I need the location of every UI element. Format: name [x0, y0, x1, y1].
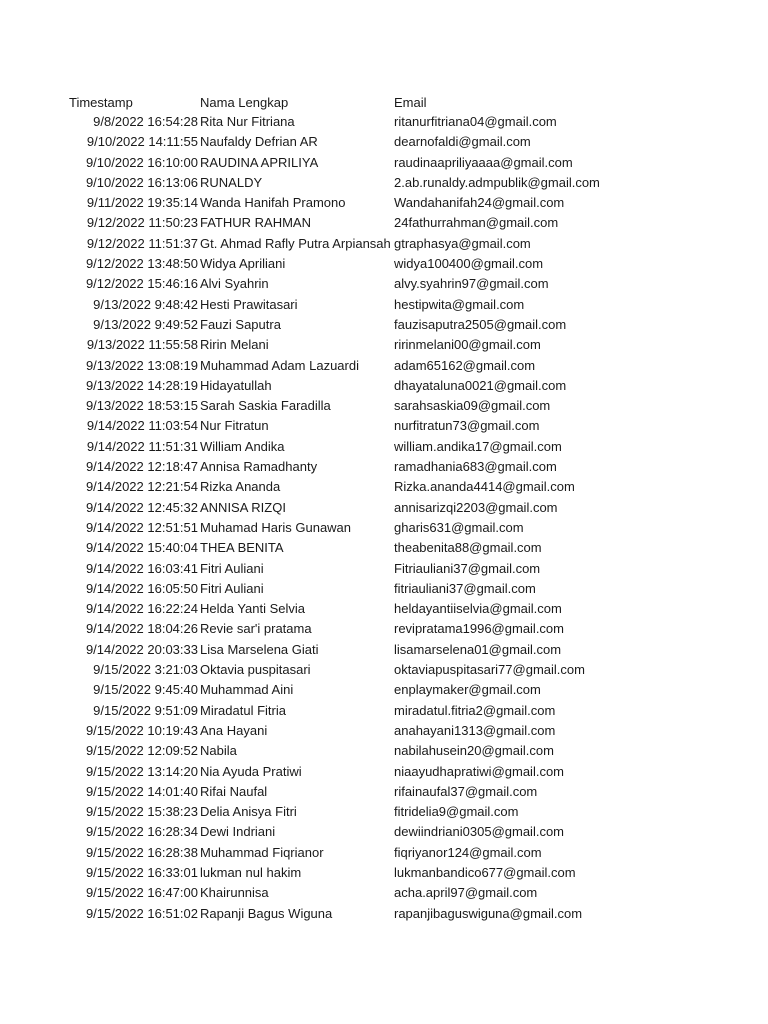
cell-email: sarahsaskia09@gmail.com [394, 398, 551, 414]
table-row [0, 843, 768, 863]
cell-name: Annisa Ramadhanty [200, 459, 318, 475]
cell-email: fiqriyanor124@gmail.com [394, 844, 542, 860]
table-row [0, 193, 768, 213]
cell-name: Sarah Saskia Faradilla [200, 398, 331, 414]
cell-name: Muhammad Aini [200, 682, 294, 698]
header-email: Email [394, 95, 427, 110]
table-row [0, 538, 768, 558]
cell-name: Dewi Indriani [200, 824, 276, 840]
table-row [0, 132, 768, 152]
cell-name: Miradatul Fitria [200, 702, 286, 718]
cell-name: RUNALDY [200, 174, 263, 190]
cell-email: annisarizqi2203@gmail.com [394, 499, 558, 515]
cell-timestamp: 9/14/2022 12:45:32 [85, 499, 198, 515]
cell-name: Rizka Ananda [200, 479, 281, 495]
cell-email: dewiindriani0305@gmail.com [394, 824, 565, 840]
table-row [0, 498, 768, 518]
cell-timestamp: 9/10/2022 16:13:06 [85, 174, 198, 190]
table-row [0, 640, 768, 660]
cell-name: Muhammad Adam Lazuardi [200, 357, 359, 373]
cell-timestamp: 9/14/2022 11:03:54 [86, 418, 198, 434]
cell-name: Fauzi Saputra [200, 316, 281, 332]
cell-name: Fitri Auliani [200, 560, 264, 576]
cell-name: Rapanji Bagus Wiguna [200, 905, 333, 921]
cell-email: oktaviapuspitasari77@gmail.com [394, 662, 585, 678]
cell-timestamp: 9/15/2022 9:51:09 [93, 702, 198, 718]
cell-name: Gt. Ahmad Rafly Putra Arpiansah [200, 235, 391, 251]
cell-name: Ririn Melani [200, 337, 269, 353]
cell-email: Fitriauliani37@gmail.com [394, 560, 541, 576]
cell-timestamp: 9/14/2022 18:04:26 [85, 621, 198, 637]
table-row [0, 802, 768, 822]
table-row [0, 356, 768, 376]
cell-timestamp: 9/14/2022 12:18:47 [85, 459, 198, 475]
cell-timestamp: 9/12/2022 13:48:50 [85, 256, 198, 272]
cell-email: gharis631@gmail.com [394, 519, 524, 535]
cell-name: Ana Hayani [200, 722, 268, 738]
cell-email: rifainaufal37@gmail.com [394, 783, 538, 799]
cell-email: niaayudhapratiwi@gmail.com [394, 763, 564, 779]
cell-email: ramadhania683@gmail.com [394, 459, 557, 475]
cell-email: lisamarselena01@gmail.com [394, 641, 562, 657]
cell-name: Revie sar'i pratama [200, 621, 312, 637]
table-row [0, 234, 768, 254]
cell-email: gtraphasya@gmail.com [394, 235, 531, 251]
cell-name: Lisa Marselena Giati [200, 641, 319, 657]
cell-email: rapanjibaguswiguna@gmail.com [394, 905, 583, 921]
spreadsheet-table [0, 93, 768, 924]
table-row [0, 335, 768, 355]
table-row [0, 518, 768, 538]
cell-email: hestipwita@gmail.com [394, 296, 525, 312]
cell-name: Muhammad Fiqrianor [200, 844, 324, 860]
cell-name: THEA BENITA [200, 540, 284, 556]
cell-timestamp: 9/14/2022 12:21:54 [85, 479, 198, 495]
cell-name: Alvi Syahrin [200, 276, 269, 292]
cell-name: ANNISA RIZQI [200, 499, 286, 515]
cell-timestamp: 9/13/2022 14:28:19 [85, 377, 198, 393]
cell-email: acha.april97@gmail.com [394, 885, 538, 901]
cell-timestamp: 9/15/2022 14:01:40 [85, 783, 198, 799]
cell-email: ritanurfitriana04@gmail.com [394, 114, 557, 129]
cell-timestamp: 9/11/2022 19:35:14 [86, 195, 198, 211]
cell-timestamp: 9/8/2022 16:54:28 [93, 114, 198, 129]
cell-timestamp: 9/12/2022 11:50:23 [86, 215, 198, 231]
table-row [0, 863, 768, 883]
cell-timestamp: 9/15/2022 16:33:01 [85, 864, 198, 880]
table-row [0, 112, 768, 132]
cell-name: Naufaldy Defrian AR [200, 134, 318, 150]
cell-timestamp: 9/15/2022 16:28:38 [85, 844, 198, 860]
table-row [0, 782, 768, 802]
table-row [0, 559, 768, 579]
cell-timestamp: 9/13/2022 11:55:58 [86, 337, 198, 353]
cell-timestamp: 9/14/2022 12:51:51 [85, 519, 198, 535]
cell-name: Hidayatullah [200, 377, 272, 393]
cell-email: fitriauliani37@gmail.com [394, 580, 536, 596]
cell-timestamp: 9/14/2022 15:40:04 [85, 540, 198, 556]
cell-email: alvy.syahrin97@gmail.com [394, 276, 549, 292]
cell-name: Helda Yanti Selvia [200, 601, 306, 617]
cell-email: revipratama1996@gmail.com [394, 621, 564, 637]
table-row [0, 680, 768, 700]
table-row [0, 213, 768, 233]
cell-name: Nia Ayuda Pratiwi [200, 763, 302, 779]
table-row [0, 701, 768, 721]
table-row [0, 315, 768, 335]
cell-email: 24fathurrahman@gmail.com [394, 215, 559, 231]
cell-timestamp: 9/15/2022 10:19:43 [85, 722, 198, 738]
cell-email: ririnmelani00@gmail.com [394, 337, 541, 353]
table-row [0, 477, 768, 497]
cell-name: FATHUR RAHMAN [200, 215, 311, 231]
table-row [0, 904, 768, 924]
cell-timestamp: 9/12/2022 15:46:16 [85, 276, 198, 292]
cell-timestamp: 9/14/2022 16:05:50 [85, 580, 198, 596]
cell-timestamp: 9/14/2022 16:03:41 [85, 560, 198, 576]
cell-name: Delia Anisya Fitri [200, 804, 297, 820]
cell-timestamp: 9/10/2022 16:10:00 [85, 154, 198, 170]
cell-name: Widya Apriliani [200, 256, 286, 272]
cell-timestamp: 9/15/2022 13:14:20 [85, 763, 198, 779]
cell-email: anahayani1313@gmail.com [394, 722, 556, 738]
table-body [0, 112, 768, 924]
cell-name: Fitri Auliani [200, 580, 264, 596]
cell-timestamp: 9/10/2022 14:11:55 [86, 134, 198, 150]
cell-timestamp: 9/13/2022 9:48:42 [93, 296, 198, 312]
cell-timestamp: 9/12/2022 11:51:37 [86, 235, 198, 251]
cell-timestamp: 9/15/2022 12:09:52 [85, 743, 198, 759]
table-row [0, 416, 768, 436]
table-row [0, 721, 768, 741]
cell-email: nurfitratun73@gmail.com [394, 418, 540, 434]
header-timestamp: Timestamp [69, 95, 133, 110]
cell-name: Nabila [200, 743, 237, 759]
cell-timestamp: 9/15/2022 15:38:23 [85, 804, 198, 820]
table-row [0, 457, 768, 477]
table-row [0, 153, 768, 173]
cell-email: Wandahanifah24@gmail.com [394, 195, 565, 211]
header-name: Nama Lengkap [200, 95, 289, 110]
cell-timestamp: 9/13/2022 9:49:52 [93, 316, 198, 332]
header-row [0, 93, 768, 112]
cell-email: fauzisaputra2505@gmail.com [394, 316, 567, 332]
table-row [0, 254, 768, 274]
table-row [0, 376, 768, 396]
cell-email: 2.ab.runaldy.admpublik@gmail.com [394, 174, 600, 190]
table-row [0, 295, 768, 315]
cell-email: enplaymaker@gmail.com [394, 682, 541, 698]
cell-email: lukmanbandico677@gmail.com [394, 864, 576, 880]
table-row [0, 883, 768, 903]
table-row [0, 396, 768, 416]
cell-email: theabenita88@gmail.com [394, 540, 542, 556]
cell-email: miradatul.fitria2@gmail.com [394, 702, 556, 718]
cell-name: William Andika [200, 438, 285, 454]
cell-timestamp: 9/13/2022 18:53:15 [85, 398, 198, 414]
cell-email: william.andika17@gmail.com [394, 438, 562, 454]
cell-name: Oktavia puspitasari [200, 662, 311, 678]
cell-email: dhayataluna0021@gmail.com [394, 377, 567, 393]
table-row [0, 437, 768, 457]
table-row [0, 579, 768, 599]
cell-name: Rifai Naufal [200, 783, 268, 799]
cell-email: adam65162@gmail.com [394, 357, 536, 373]
cell-timestamp: 9/15/2022 16:28:34 [85, 824, 198, 840]
cell-name: Muhamad Haris Gunawan [200, 519, 352, 535]
table-row [0, 274, 768, 294]
table-row [0, 599, 768, 619]
cell-name: Khairunnisa [200, 885, 269, 901]
table-row [0, 741, 768, 761]
table-row [0, 660, 768, 680]
table-row [0, 762, 768, 782]
cell-email: raudinaapriliyaaaa@gmail.com [394, 154, 573, 170]
cell-email: fitridelia9@gmail.com [394, 804, 519, 820]
cell-name: Rita Nur Fitriana [200, 114, 295, 129]
cell-timestamp: 9/14/2022 11:51:31 [86, 438, 198, 454]
table-row [0, 173, 768, 193]
cell-timestamp: 9/13/2022 13:08:19 [85, 357, 198, 373]
cell-email: nabilahusein20@gmail.com [394, 743, 554, 759]
cell-timestamp: 9/14/2022 20:03:33 [85, 641, 198, 657]
cell-timestamp: 9/15/2022 16:47:00 [85, 885, 198, 901]
cell-email: widya100400@gmail.com [394, 256, 544, 272]
cell-timestamp: 9/15/2022 16:51:02 [85, 905, 198, 921]
cell-timestamp: 9/15/2022 9:45:40 [93, 682, 198, 698]
cell-name: Wanda Hanifah Pramono [200, 195, 346, 211]
cell-name: RAUDINA APRILIYA [200, 154, 319, 170]
cell-email: dearnofaldi@gmail.com [394, 134, 531, 150]
cell-email: Rizka.ananda4414@gmail.com [394, 479, 575, 495]
table-row [0, 619, 768, 639]
cell-timestamp: 9/15/2022 3:21:03 [93, 662, 198, 678]
cell-email: heldayantiiselvia@gmail.com [394, 601, 562, 617]
cell-timestamp: 9/14/2022 16:22:24 [85, 601, 198, 617]
cell-name: lukman nul hakim [200, 864, 302, 880]
cell-name: Nur Fitratun [200, 418, 269, 434]
table-row [0, 822, 768, 842]
cell-name: Hesti Prawitasari [200, 296, 298, 312]
